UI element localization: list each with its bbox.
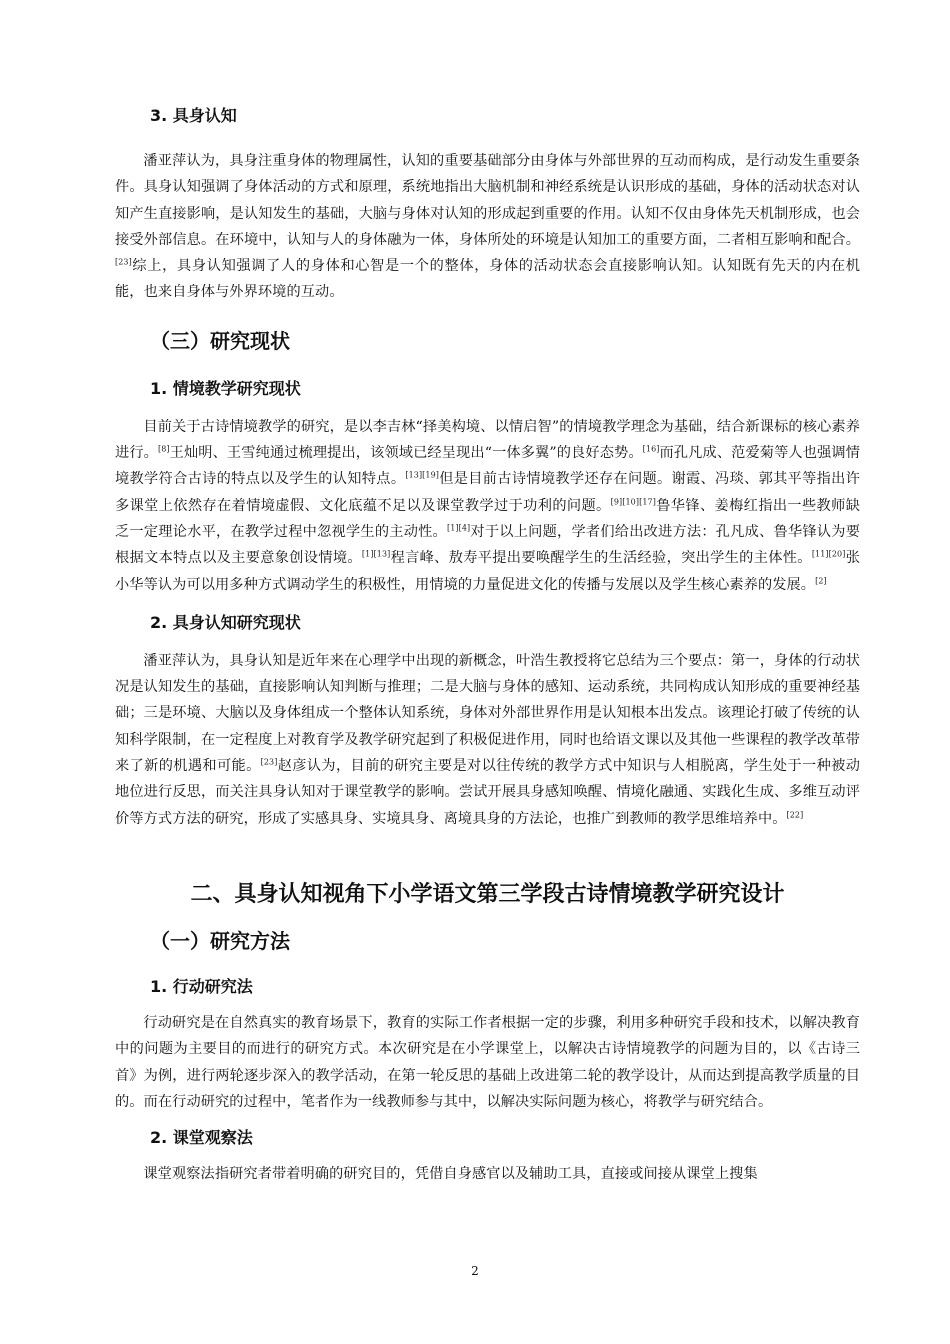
text-run: 目前关于古诗情境教学的研究，是以李吉林“择美构境、以情启智”的情境教学理念为基础，结合新课标的核心素养进行。 — [115, 418, 861, 462]
chapter-title: 二、具身认知视角下小学语文第三学段古诗情境教学研究设计 — [190, 881, 785, 907]
citation: [23] — [115, 257, 132, 267]
heading-embodied-cognition-status: 2. 具身认知研究现状 — [150, 612, 301, 632]
paragraph-action-research: 行动研究是在自然真实的教育场景下，教育的实际工作者根据一定的步骤，利用多种研究手段和技术，以解决教育中的问题为主要目的而进行的研究方式。本次研究是在小学课堂上，以解决古诗情境教学的问题为目的，以《古诗三首》为例，进行两轮逐步深入的教学活动，在第一轮反思的基础上改进第二轮的教学设计，从而达到提高教学质量的目的。而在行动研究的过程中，笔者作为一线教师参与其中，以解决实际问题为核心，将教学与研究结合。 — [115, 1014, 860, 1110]
text-run: 潘亚萍认为，具身认知是近年来在心理学中出现的新概念，叶浩生教授将它总结为三个要点：第一，身体的行动状况是认知发生的基础，直接影响认知判断与推理；二是大脑与身体的感知、运动系统，共同构成认知形成的重要神经基础；三是环境、大脑以及身体组成一个整体认知系统，身体对外部世界作用是认知根本出发点。该理论打破了传统的认知科学限制，在一定程度上对教育学及教学研究起到了积极促进作用，同时也给语文课以及其他一些课程的教学改革带来了新的机遇和可能。 — [115, 652, 860, 775]
text-run: 而孔凡成、范爱菊等人也强调情境教学符合古诗的特点以及学生的认知特点。 — [115, 445, 860, 488]
paragraph-situational-teaching-status — [115, 414, 860, 598]
citation: [9][10][17] — [610, 496, 656, 506]
citation: [23] — [260, 757, 278, 767]
text-run: 王灿明、王雪纯通过梳理提出，该领域已经呈现出“一体多翼”的良好态势。 — [169, 445, 643, 462]
heading-classroom-observation: 2. 课堂观察法 — [150, 1128, 253, 1148]
citation: [1][13] — [361, 549, 391, 559]
citation: [11][20] — [811, 549, 846, 559]
heading-situational-teaching-status: 1. 情境教学研究现状 — [150, 378, 301, 398]
text-run: 综上，具身认知强调了人的身体和心智是一个的整体，身体的活动状态会直接影响认知。认知既有先天的内在机能，也来自身体与外界环境的互动。 — [115, 258, 860, 301]
citation: [13][19] — [405, 470, 439, 480]
text-run: 张小华等认为可以用多种方式调动学生的积极性，用情境的力量促进文化的传播与发展以及学生核心素养的发展。 — [115, 550, 860, 593]
text-run: 程言峰、敖寿平提出要唤醒学生的生活经验，突出学生的主体性。 — [390, 550, 812, 567]
citation: [8] — [157, 444, 170, 454]
text-run: 赵彦认为，目前的研究主要是对以往传统的教学方式中知识与人相脱离，学生处于一种被动地位进行反思，而关注具身认知对于课堂教学的影响。尝试开展具身感知唤醒、情境化融通、实践化生成、多维互动评价等方式方法的研究，形成了实感具身、实境具身、离境具身的方法论，也推广到教师的教学思维培养中。 — [115, 758, 860, 827]
citation: [16] — [642, 444, 660, 454]
paragraph-embodied-cognition-status — [115, 648, 860, 832]
heading-research-status: （三）研究现状 — [150, 328, 290, 353]
citation: [2] — [815, 575, 827, 585]
citation: [22] — [786, 809, 804, 819]
text-run: 对于以上问题，学者们给出改进方法：孔凡成、鲁华锋认为要根据文本特点以及主要意象创设情境。 — [115, 523, 860, 567]
text-run: 潘亚萍认为，具身注重身体的物理属性，认知的重要基础部分由身体与外部世界的互动而构成，是行动发生重要条件。具身认知强调了身体活动的方式和原理，系统地指出大脑机制和神经系统是认识形成的基础，身体的活动状态对认知产生直接影响，是认知发生的基础，大脑与身体对认知的形成起到重要的作用。认知不仅由身体先天机制形成，也会接受外部信息。在环境中，认知与人的身体融为一体，身体所处的环境是认知加工的重要方面，二者相互影响和配合。 — [115, 153, 860, 248]
paragraph-embodied-cognition — [115, 148, 860, 306]
heading-embodied-cognition: 3. 具身认知 — [150, 106, 237, 125]
heading-action-research: 1. 行动研究法 — [150, 976, 253, 996]
paragraph-classroom-observation: 课堂观察法指研究者带着明确的研究目的，凭借自身感官以及辅助工具，直接或间接从课堂上搜集 — [143, 1166, 758, 1183]
text-run: 但是目前古诗情境教学还存在问题。谢霞、冯琰、郭其平等指出许多课堂上依然存在着情境虚假、文化底蕴不足以及课堂教学过于功利的问题。 — [115, 471, 860, 514]
page-number: 2 — [471, 1264, 479, 1278]
page-content — [115, 95, 860, 1187]
citation: [1][4] — [447, 523, 471, 533]
heading-research-method: （一）研究方法 — [150, 928, 290, 953]
text-run: 鲁华锋、姜梅红指出一些教师缺乏一定理论水平，在教学过程中忽视学生的主动性。 — [115, 497, 861, 540]
